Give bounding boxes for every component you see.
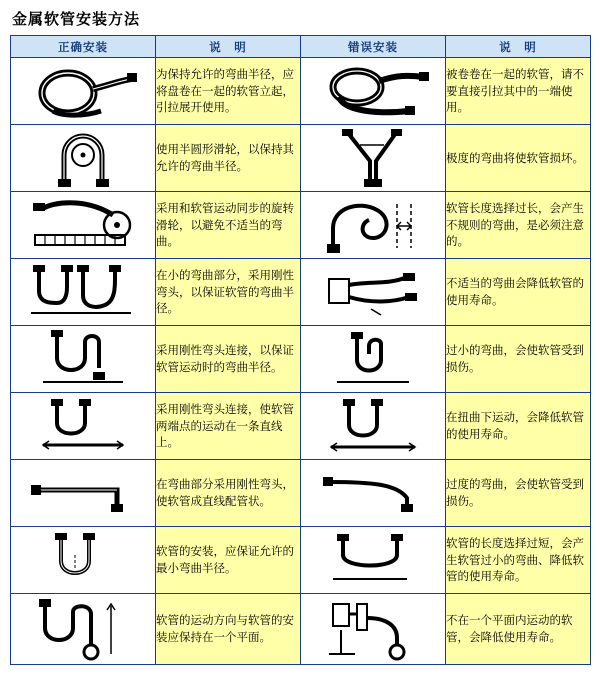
same-plane-motion-figure [21, 594, 146, 664]
table-header-row [11, 36, 591, 58]
installation-methods-table [10, 35, 591, 665]
minimum-bend-radius-install-figure [23, 531, 143, 589]
correct-description-cell: 为保持允许的弯曲半径，应将盘卷在一起的软管立起，引拉展开使用。 [156, 58, 301, 125]
table-header [11, 36, 591, 58]
correct-description-cell: 在弯曲部分采用刚性弯头，使软管成直线配管状。 [156, 460, 301, 527]
correct-figure-cell [11, 326, 156, 393]
table-row [11, 259, 591, 326]
wrong-description-cell: 不适当的弯曲会降低软管的使用寿命。 [446, 259, 591, 326]
header-wrong-install: 错误安装 [301, 36, 446, 58]
wrong-figure-cell [301, 326, 446, 393]
straight-piping-with-elbow-figure [21, 468, 146, 518]
too-small-bend-figure [313, 328, 433, 390]
wrong-figure-cell [301, 58, 446, 125]
wrong-description-cell: 过小的弯曲，会使软管受到损伤。 [446, 326, 591, 393]
correct-description-cell: 采用和软管运动同步的旋转滑轮，以避免不适当的弯曲。 [156, 192, 301, 259]
table-row [11, 594, 591, 665]
improper-bend-figure [311, 263, 436, 321]
out-of-plane-motion-figure [311, 594, 436, 664]
correct-figure-cell [11, 58, 156, 125]
correct-figure-cell [11, 192, 156, 259]
table-body [11, 58, 591, 665]
correct-description-cell: 软管的运动方向与软管的安装应保持在一个平面。 [156, 594, 301, 665]
wrong-figure-cell [301, 527, 446, 594]
wrong-figure-cell [301, 125, 446, 192]
correct-figure-cell [11, 125, 156, 192]
table-row [11, 192, 591, 259]
correct-description-cell: 在小的弯曲部分，采用刚性弯头，以保证软管的弯曲半径。 [156, 259, 301, 326]
table-row [11, 326, 591, 393]
synchronized-rotating-pulley-figure [21, 195, 146, 255]
wrong-description-cell: 过度的弯曲，会使软管受到损伤。 [446, 460, 591, 527]
rigid-bend-small-radius-figure [21, 261, 146, 323]
wrong-description-cell: 软管的长度选择过短，会产生软管过小的弯曲、降低软管的使用寿命。 [446, 527, 591, 594]
table-row [11, 393, 591, 460]
coiled-hose-standing-figure [23, 61, 143, 121]
correct-figure-cell [11, 393, 156, 460]
correct-figure-cell [11, 527, 156, 594]
correct-figure-cell [11, 259, 156, 326]
header-wrong-description: 说 明 [446, 36, 591, 58]
wrong-description-cell: 被卷卷在一起的软管，请不要直接引拉其中的一端使用。 [446, 58, 591, 125]
rigid-elbow-connection-figure [23, 328, 143, 390]
wrong-description-cell: 不在一个平面内运动的软管，会降低使用寿命。 [446, 594, 591, 665]
excessive-bend-figure [311, 468, 436, 518]
wrong-figure-cell [301, 460, 446, 527]
page-title: 金属软管安装方法 [12, 10, 141, 28]
wrong-description-cell: 在扭曲下运动，会降低软管的使用寿命。 [446, 393, 591, 460]
semicircular-pulley-figure [28, 127, 138, 189]
too-long-hose-figure [313, 531, 433, 589]
correct-description-cell: 软管的安装，应保证允许的最小弯曲半径。 [156, 527, 301, 594]
correct-figure-cell [11, 460, 156, 527]
sharp-bend-hose-figure [318, 127, 428, 189]
twisting-motion-figure [313, 397, 433, 455]
correct-description-cell: 使用半圆形滑轮，以保持其允许的弯曲半径。 [156, 125, 301, 192]
overlong-hose-loop-figure [311, 194, 436, 256]
rigid-elbow-straight-motion-figure [23, 397, 143, 455]
table-row [11, 527, 591, 594]
table-row [11, 125, 591, 192]
correct-description-cell: 采用刚性弯头连接，以保证软管运动时的弯曲半径。 [156, 326, 301, 393]
correct-figure-cell [11, 594, 156, 665]
wrong-description-cell: 极度的弯曲将使软管损坏。 [446, 125, 591, 192]
header-correct-install: 正确安装 [11, 36, 156, 58]
coiled-hose-pulled-figure [313, 61, 433, 121]
correct-description-cell: 采用刚性弯头连接，使软管两端点的运动在一条直线上。 [156, 393, 301, 460]
table-row [11, 58, 591, 125]
wrong-figure-cell [301, 192, 446, 259]
header-correct-description: 说 明 [156, 36, 301, 58]
wrong-description-cell: 软管长度选择过长，会产生不规则的弯曲，是必须注意的。 [446, 192, 591, 259]
wrong-figure-cell [301, 393, 446, 460]
table-row [11, 460, 591, 527]
wrong-figure-cell [301, 259, 446, 326]
wrong-figure-cell [301, 594, 446, 665]
